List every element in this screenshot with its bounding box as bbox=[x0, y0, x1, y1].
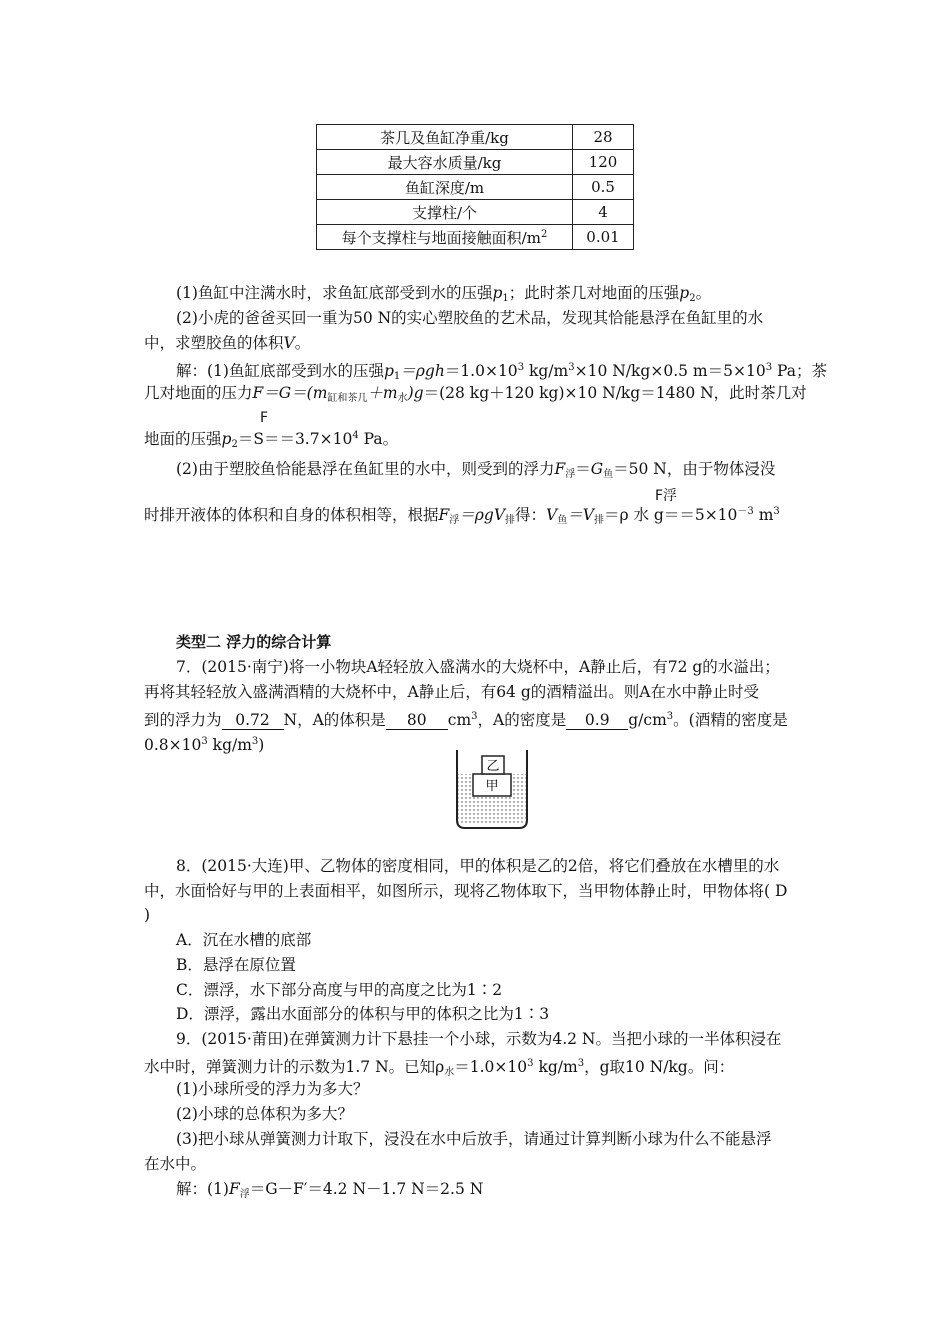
q9-question3-line2: 在水中。 bbox=[144, 1155, 207, 1173]
q6-fraction-numerator: F bbox=[260, 410, 269, 426]
q8-line2: 中，水面恰好与甲的上表面相平，如图所示，现将乙物体取下，当甲物体静止时，甲物体将( D bbox=[144, 882, 788, 900]
q7-line1: 7．(2015·南宁)将一小物块A轻轻放入盛满水的大烧杯中，A静止后，有72 g的水溢出； bbox=[176, 658, 780, 676]
q9-line1: 9．(2015·莆田)在弹簧测力计下悬挂一个小球，示数为4.2 N。当把小球的一半体积浸在 bbox=[176, 1030, 782, 1048]
table-cell-label: 最大容水质量/kg bbox=[317, 150, 573, 175]
table-row bbox=[317, 225, 634, 250]
q9-line2: 水中时，弹簧测力计的示数为1.7 N。已知$\rho_水=1.0\times 10^3$ $kg/m^3$，g取10 N/kg。问： bbox=[144, 1058, 735, 1078]
block-yi-label: 乙 bbox=[486, 759, 500, 774]
q8-line1: 8．(2015·大连)甲、乙物体的密度相同，甲的体积是乙的2倍，将它们叠放在水槽里的水 bbox=[176, 857, 780, 875]
table-cell-value: 4 bbox=[573, 200, 634, 225]
table-cell-value: 0.5 bbox=[573, 175, 634, 200]
q8-option-d: D．漂浮，露出水面部分的体积与甲的体积之比为1∶3 bbox=[176, 1005, 550, 1023]
q6-part2-line1: (2)小虎的爸爸买回一重为50 N的实心塑胶鱼的艺术品，发现其恰能悬浮在鱼缸里的水 bbox=[176, 309, 764, 327]
table-cell-value: 120 bbox=[573, 150, 634, 175]
table-cell-value: 0.01 bbox=[573, 225, 634, 250]
table-cell-label: 每个支撑柱与地面接触面积$/m^2$ bbox=[317, 225, 573, 250]
q9-solution: 解：$(1)F_浮=G-F'=4.2$ N－1.7 N＝2.5 N bbox=[176, 1180, 484, 1200]
q6-fraction2-numerator: F浮 bbox=[655, 488, 678, 504]
q9-question1: (1)小球所受的浮力为多大？ bbox=[176, 1080, 369, 1098]
section-title: 类型二 浮力的综合计算 bbox=[176, 633, 332, 651]
water-tank-figure bbox=[452, 748, 532, 832]
q6-part1: (1)鱼缸中注满水时，求鱼缸底部受到水的压强$p_1$；此时茶几对地面的压强$p_2$。 bbox=[176, 284, 712, 304]
table-row bbox=[317, 150, 634, 175]
q6-solution2-line1: (2)由于塑胶鱼恰能悬浮在鱼缸里的水中，则受到的浮力$F_浮=G_鱼=50$ N，由于物体浸没 bbox=[176, 460, 776, 480]
table-row bbox=[317, 125, 634, 150]
block-jia-label: 甲 bbox=[485, 779, 499, 794]
q6-part2-line2: 中，求塑胶鱼的体积V。 bbox=[144, 334, 311, 352]
q7-line4: $0.8\times 10^3$ $kg/m^3$) bbox=[144, 736, 265, 754]
table-cell-label: 茶几及鱼缸净重/kg bbox=[317, 125, 573, 150]
q9-question3-line1: (3)把小球从弹簧测力计取下，浸没在水中后放手，请通过计算判断小球为什么不能悬浮 bbox=[176, 1130, 772, 1148]
q7-line3: 到的浮力为 0.72 N，A的体积是 80 $cm^3$，A的密度是 0.9 $g/cm^3$。(酒精的密度是 bbox=[144, 711, 788, 729]
q8-option-c: C．漂浮，水下部分高度与甲的高度之比为1∶2 bbox=[176, 981, 503, 999]
q7-line2: 再将其轻轻放入盛满酒精的大烧杯中，A静止后，有64 g的酒精溢出。则A在水中静止时受 bbox=[144, 683, 759, 701]
table-cell-value: 28 bbox=[573, 125, 634, 150]
answer-blank: 0.72 bbox=[222, 712, 284, 730]
q6-solution-line1: 解：(1)鱼缸底部受到水的压强$p_1=\rho gh=1.0\times 10^3$ $kg/m^3\times 10$ N/kg×0.5 $m=5\times 10^3$ Pa；茶 bbox=[176, 362, 827, 382]
table-cell-label: 支撑柱/个 bbox=[317, 200, 573, 225]
table-row bbox=[317, 175, 634, 200]
q6-solution2-line2: 时排开液体的体积和自身的体积相等，根据$F_浮=\rho gV_排$得：$V_鱼=V_排=\rho$ 水 $g==5\times 10^{-3}$ $m^3$ bbox=[144, 506, 780, 526]
answer-blank: 0.9 bbox=[566, 712, 628, 730]
spec-table bbox=[316, 124, 634, 250]
answer-blank: 80 bbox=[386, 712, 448, 730]
q6-solution-line2: 几对地面的压力$F=G=(m_{缸和茶几}+m_水)g=(28$ kg＋120 kg)×10 N/kg＝1480 N，此时茶几对 bbox=[144, 384, 807, 404]
table-cell-label: 鱼缸深度/m bbox=[317, 175, 573, 200]
q9-question2: (2)小球的总体积为多大？ bbox=[176, 1105, 353, 1123]
q8-line3: ) bbox=[144, 906, 151, 924]
q8-option-b: B．悬浮在原位置 bbox=[176, 956, 296, 974]
table-row bbox=[317, 200, 634, 225]
q8-option-a: A．沉在水槽的底部 bbox=[176, 931, 312, 949]
q6-solution-line3: 地面的压强$p_2=S==3.7\times 10^4$ Pa。 bbox=[144, 430, 399, 450]
